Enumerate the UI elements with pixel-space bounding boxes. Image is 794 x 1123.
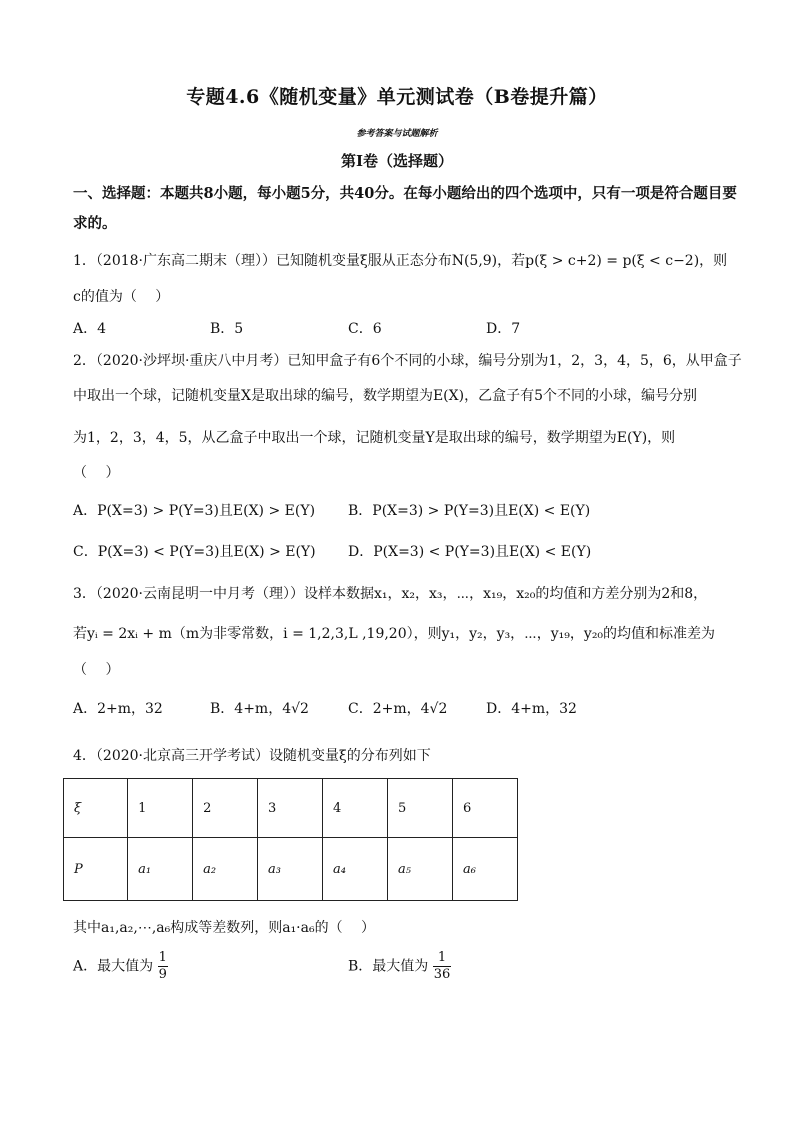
q2-stem-line-3: 为1，2，3，4，5，从乙盒子中取出一个球，记随机变量Y是取出球的编号，数学期望为E(Y)，则 [73, 430, 676, 446]
q3-stem-line-3: （ ） [73, 662, 120, 678]
q4-stem-line-2: 其中a₁,a₂,⋯,a₆构成等差数列，则a₁·a₆的（ ） [73, 920, 376, 936]
table-cell: 2 [193, 779, 258, 838]
fraction-numerator: 1 [433, 950, 452, 967]
q3-stem-line-1: 3．（2020·云南昆明一中月考（理））设样本数据x₁，x₂，x₃，⋯，x₁₉，x₂₀的均值和方差分别为2和8， [73, 586, 708, 602]
q1-stem-line-1: 1．（2018·广东高二期末（理））已知随机变量ξ服从正态分布N(5,9)，若p(ξ > c+2) = p(ξ < c−2)，则 [73, 253, 728, 269]
table-cell: a₄ [323, 838, 388, 901]
table-cell: 3 [258, 779, 323, 838]
q3-option-c: C．2+m，4√2 [348, 701, 448, 717]
fraction-denominator: 9 [158, 967, 167, 982]
table-cell: 5 [388, 779, 453, 838]
distribution-table [63, 778, 518, 901]
q2-stem-line-2: 中取出一个球，记随机变量X是取出球的编号，数学期望为E(X)，乙盒子有5个不同的小球，编号分别 [73, 388, 697, 404]
fraction-numerator: 1 [158, 950, 167, 965]
q2-option-a: A．P(X=3) > P(Y=3)且E(X) > E(Y) [73, 503, 316, 519]
intro-line-2: 求的。 [73, 215, 117, 232]
table-row-probabilities [64, 838, 518, 901]
table-cell: 1 [128, 779, 193, 838]
q3-option-d: D．4+m，32 [486, 701, 577, 717]
q4-option-b-fraction [433, 950, 452, 983]
table-cell: a₁ [128, 838, 193, 901]
q1-option-a: A．4 [73, 321, 107, 337]
q1-option-c: C．6 [348, 321, 382, 337]
table-row-values [64, 779, 518, 838]
table-cell: a₃ [258, 838, 323, 901]
q1-stem-line-2: c的值为（ ） [73, 289, 170, 305]
q2-stem-line-1: 2．（2020·沙坪坝·重庆八中月考）已知甲盒子有6个不同的小球，编号分别为1，2，3，4，5，6，从甲盒子 [73, 353, 742, 369]
q3-option-a: A．2+m，32 [73, 701, 163, 717]
q2-option-c: C．P(X=3) < P(Y=3)且E(X) > E(Y) [73, 544, 316, 560]
q4-option-b-label: B．最大值为 [348, 958, 429, 975]
page-subtitle: 参考答案与试题解析 [356, 129, 438, 139]
q3-option-b: B．4+m，4√2 [210, 701, 309, 717]
q4-option-a-fraction [158, 950, 168, 983]
section-title: 第I卷（选择题） [340, 152, 454, 170]
q2-option-d: D．P(X=3) < P(Y=3)且E(X) < E(Y) [348, 544, 592, 560]
table-cell: P [64, 838, 128, 901]
intro-line-1: 一、选择题：本题共8小题，每小题5分，共40分。在每小题给出的四个选项中，只有一项是符合题目要 [73, 185, 737, 202]
table-cell: 6 [453, 779, 518, 838]
table-cell: a₅ [388, 838, 453, 901]
table-cell: 4 [323, 779, 388, 838]
q4-stem-line-1: 4．（2020·北京高三开学考试）设随机变量ξ的分布列如下 [73, 748, 431, 764]
q1-option-b: B．5 [210, 321, 244, 337]
q2-option-b: B．P(X=3) > P(Y=3)且E(X) < E(Y) [348, 503, 591, 519]
table-cell: a₆ [453, 838, 518, 901]
q3-stem-line-2: 若yᵢ = 2xᵢ + m（m为非零常数，i = 1,2,3,L ,19,20），则y₁，y₂，y₃，⋯，y₁₉，y₂₀的均值和标准差为 [73, 626, 716, 642]
q4-option-a [73, 950, 168, 983]
fraction-denominator: 36 [433, 967, 451, 982]
q2-stem-line-4: （ ） [73, 465, 120, 481]
q4-option-a-label: A．最大值为 [73, 958, 154, 975]
table-cell: a₂ [193, 838, 258, 901]
q1-option-d: D．7 [486, 321, 521, 337]
q4-option-b [348, 950, 451, 983]
table-cell: ξ [64, 779, 128, 838]
page-title: 专题4.6《随机变量》单元测试卷（B卷提升篇） [186, 86, 608, 108]
